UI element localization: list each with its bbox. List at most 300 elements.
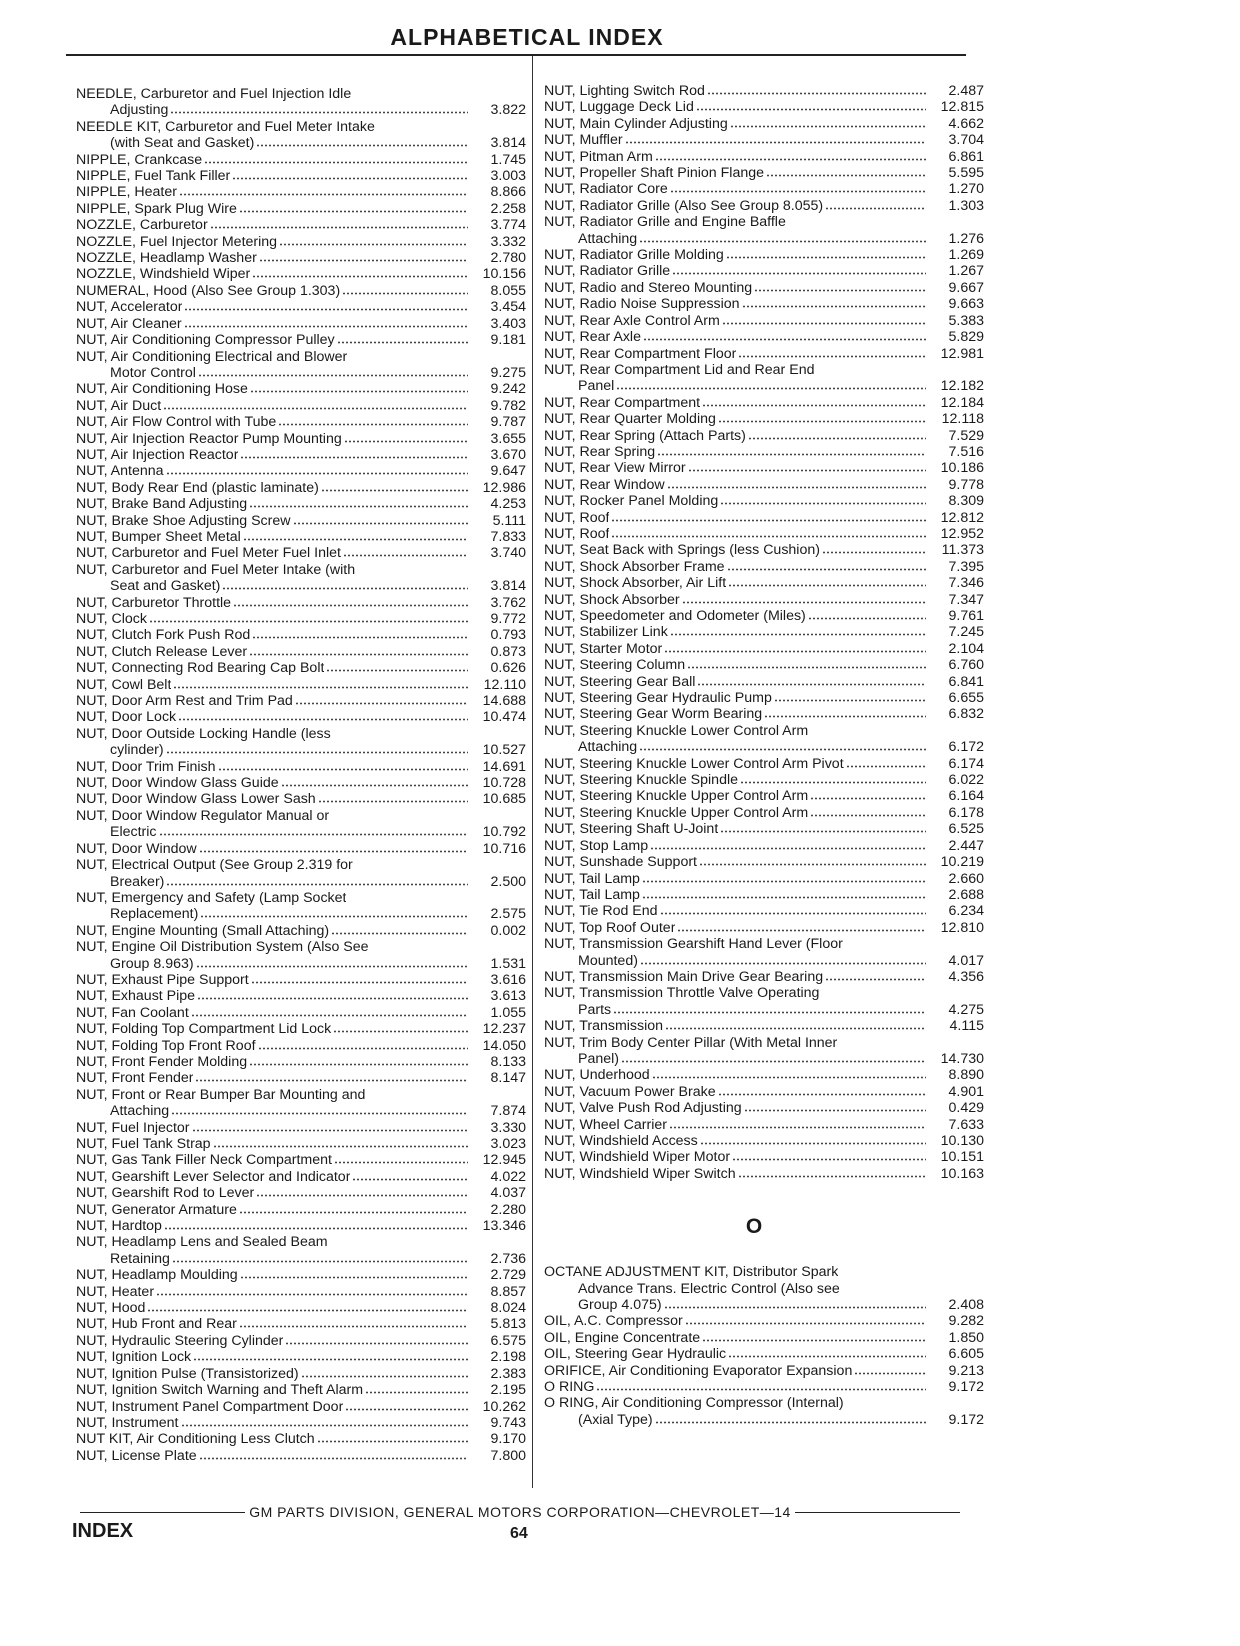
entry-term: NUT, Lighting Switch Rod xyxy=(544,83,705,99)
index-entry xyxy=(76,1316,526,1332)
entry-term: NUT, Luggage Deck Lid xyxy=(544,99,694,116)
dot-leader xyxy=(173,678,468,689)
index-entry xyxy=(76,1448,526,1464)
section-spacer xyxy=(544,1182,984,1198)
entry-group-number: 10.527 xyxy=(482,742,526,759)
index-entry xyxy=(544,280,984,296)
index-entry xyxy=(544,608,984,624)
entry-term: NUT, Rear Compartment Lid and Rear End xyxy=(544,361,815,378)
entry-term: NUT, Steering Knuckle Spindle xyxy=(544,772,738,789)
entry-term: NUT, Air Cleaner xyxy=(76,315,182,332)
entry-term: NUT, Electrical Output (See Group 2.319 for xyxy=(76,857,353,874)
index-entry xyxy=(76,923,526,939)
dot-leader xyxy=(664,1298,926,1309)
entry-term: NUT, Steering Gear Worm Bearing xyxy=(544,706,763,723)
entry-term: NUT, Engine Oil Distribution System (Also See xyxy=(76,939,369,956)
dot-leader xyxy=(728,576,926,587)
dot-leader xyxy=(249,497,468,508)
entry-term-continued: Adjusting xyxy=(110,102,169,119)
index-entry xyxy=(76,398,526,414)
entry-group-number: 3.814 xyxy=(490,578,526,595)
entry-group-number: 14.730 xyxy=(940,1050,984,1067)
entry-term: NUT KIT, Air Conditioning Less Clutch xyxy=(76,1431,315,1448)
entry-group-number: 3.814 xyxy=(490,135,526,152)
dot-leader xyxy=(179,185,468,196)
entry-group-number: 8.866 xyxy=(490,184,526,201)
entry-term: NUT, Door Window Glass Guide xyxy=(76,775,279,792)
entry-term: NUT, Propeller Shaft Pinion Flange xyxy=(544,165,765,182)
entry-group-number: 3.403 xyxy=(490,315,526,332)
dot-leader xyxy=(697,675,926,686)
dot-leader xyxy=(611,527,926,538)
entry-group-number: 10.156 xyxy=(482,266,526,283)
dot-leader xyxy=(700,1134,926,1145)
dot-leader xyxy=(742,297,926,308)
index-entry xyxy=(544,772,984,788)
index-entry xyxy=(544,936,984,969)
entry-term: NUT, Windshield Wiper Switch xyxy=(544,1165,736,1182)
dot-leader xyxy=(149,612,468,623)
dot-leader xyxy=(195,1071,468,1082)
entry-term-continued: Mounted) xyxy=(578,952,638,969)
index-entry xyxy=(76,644,526,660)
entry-group-number: 0.793 xyxy=(490,627,526,644)
dot-leader xyxy=(655,1413,926,1424)
entry-term: NUT, Transmission Gearshift Hand Lever (Floor xyxy=(544,936,843,953)
entry-term: NUT, Steering Knuckle Upper Control Arm xyxy=(544,788,809,805)
index-entry xyxy=(76,562,526,595)
entry-group-number: 0.873 xyxy=(490,643,526,660)
index-entry xyxy=(76,726,526,759)
entry-term: NUT, Front Fender xyxy=(76,1070,194,1087)
entry-term: NUT, Speedometer and Odometer (Miles) xyxy=(544,608,806,624)
index-entry xyxy=(544,805,984,821)
entry-term: NUT, Windshield Wiper Motor xyxy=(544,1149,731,1166)
index-entry xyxy=(76,184,526,200)
dot-leader xyxy=(640,954,926,965)
index-entry xyxy=(544,723,984,756)
entry-group-number: 6.164 xyxy=(948,788,984,805)
dot-leader xyxy=(664,642,926,653)
entry-group-number: 1.270 xyxy=(948,181,984,198)
index-entry xyxy=(76,1284,526,1300)
dot-leader xyxy=(727,560,926,571)
entry-term: NUT, Pitman Arm xyxy=(544,148,653,165)
entry-group-number: 9.787 xyxy=(490,414,526,431)
index-entry xyxy=(76,480,526,496)
entry-group-number: 3.704 xyxy=(948,132,984,149)
dot-leader xyxy=(331,924,468,935)
entry-group-number: 10.151 xyxy=(940,1149,984,1166)
entry-term-continued: Attaching xyxy=(578,739,638,756)
entry-term: NUT, Air Injection Reactor Pump Mounting xyxy=(76,430,342,447)
entry-group-number: 1.267 xyxy=(948,263,984,280)
entry-term: NOZZLE, Carburetor xyxy=(76,217,208,234)
entry-group-number: 3.454 xyxy=(490,299,526,316)
entry-group-number: 4.115 xyxy=(949,1018,984,1035)
entry-term-continued: Attaching xyxy=(110,1103,170,1120)
dot-leader xyxy=(192,1121,468,1132)
entry-group-number: 6.832 xyxy=(948,706,984,723)
entry-term: NUT, Fuel Tank Strap xyxy=(76,1136,211,1152)
index-entry xyxy=(76,1038,526,1054)
entry-term: NUT, Radiator Grille Molding xyxy=(544,247,724,264)
dot-leader xyxy=(337,333,468,344)
entry-term-continued: Parts xyxy=(578,1001,612,1018)
dot-leader xyxy=(344,432,468,443)
entry-term: NUT, Instrument xyxy=(76,1414,179,1431)
entry-group-number: 7.833 xyxy=(490,528,526,545)
dot-leader xyxy=(720,494,926,505)
entry-group-number: 7.800 xyxy=(490,1447,526,1464)
dot-leader xyxy=(200,907,468,918)
dot-leader xyxy=(334,1153,468,1164)
entry-group-number: 7.633 xyxy=(948,1116,984,1133)
dot-leader xyxy=(352,1170,468,1181)
entry-group-number: 12.945 xyxy=(482,1152,526,1169)
index-entry xyxy=(544,559,984,575)
entry-term: NUT, Connecting Rod Bearing Cap Bolt xyxy=(76,660,325,677)
entry-group-number: 8.147 xyxy=(490,1070,526,1087)
index-entry xyxy=(76,1382,526,1398)
entry-group-number: 2.447 xyxy=(948,837,984,854)
index-entry xyxy=(76,1087,526,1120)
index-entry xyxy=(76,890,526,923)
index-entry xyxy=(544,181,984,197)
entry-group-number: 5.111 xyxy=(492,512,526,529)
entry-group-number: 10.186 xyxy=(940,460,984,477)
index-entry xyxy=(76,759,526,775)
entry-term: NUT, Air Conditioning Hose xyxy=(76,381,248,398)
entry-group-number: 4.356 xyxy=(948,968,984,985)
entry-term: NOZZLE, Headlamp Washer xyxy=(76,250,257,267)
entry-group-number: 12.110 xyxy=(483,676,526,693)
entry-group-number: 8.309 xyxy=(948,493,984,510)
entry-term-continued: Electric xyxy=(110,824,157,841)
dot-leader xyxy=(621,1052,926,1063)
entry-group-number: 13.346 xyxy=(482,1218,526,1235)
entry-group-number: 3.762 xyxy=(490,594,526,611)
index-entry xyxy=(544,1117,984,1133)
dot-leader xyxy=(163,399,468,410)
dot-leader xyxy=(660,904,926,915)
index-entry xyxy=(76,545,526,561)
index-entry xyxy=(76,529,526,545)
index-entry xyxy=(544,756,984,772)
entry-term: NUT, Rear Window xyxy=(544,476,665,493)
index-entry xyxy=(76,266,526,282)
dot-leader xyxy=(252,628,468,639)
entry-group-number: 8.857 xyxy=(490,1283,526,1300)
index-entry xyxy=(544,1018,984,1034)
entry-term-continued: Motor Control xyxy=(110,364,196,381)
index-entry xyxy=(544,247,984,263)
entry-term: NUT, Steering Knuckle Upper Control Arm xyxy=(544,804,809,821)
dot-leader xyxy=(657,445,926,456)
dot-leader xyxy=(326,661,468,672)
index-entry xyxy=(544,149,984,165)
dot-leader xyxy=(285,1334,468,1345)
entry-term: NUT, Rear Axle Control Arm xyxy=(544,312,720,329)
entry-group-number: 6.022 xyxy=(948,772,984,789)
entry-group-number: 3.670 xyxy=(490,446,526,463)
index-entry xyxy=(76,1054,526,1070)
dot-leader xyxy=(744,1101,926,1112)
index-entry xyxy=(544,1346,984,1362)
column-divider xyxy=(532,56,533,1488)
entry-group-number: 7.347 xyxy=(948,591,984,608)
entry-group-number: 11.373 xyxy=(941,542,984,559)
entry-term: NUT, Clock xyxy=(76,611,147,627)
entry-group-number: 3.003 xyxy=(490,168,526,185)
entry-group-number: 1.055 xyxy=(490,1004,526,1021)
entry-group-number: 3.822 xyxy=(490,102,526,119)
index-entry xyxy=(544,674,984,690)
entry-term-continued: (Axial Type) xyxy=(578,1411,653,1428)
dot-leader xyxy=(810,806,926,817)
dot-leader xyxy=(345,1400,468,1411)
dot-leader xyxy=(178,710,468,721)
entry-group-number: 1.850 xyxy=(948,1329,984,1346)
entry-term: NUT, Carburetor Throttle xyxy=(76,594,232,611)
index-entry xyxy=(76,1202,526,1218)
dot-leader xyxy=(321,481,468,492)
dot-leader xyxy=(204,153,468,164)
entry-group-number: 6.841 xyxy=(948,673,984,690)
dot-leader xyxy=(688,461,926,472)
entry-group-number: 12.981 xyxy=(940,345,984,362)
entry-term: NUT, Brake Band Adjusting xyxy=(76,496,248,513)
entry-term: NUT, Door Window Regulator Manual or xyxy=(76,807,330,824)
entry-term: OIL, Steering Gear Hydraulic xyxy=(544,1346,727,1363)
dot-leader xyxy=(147,1301,468,1312)
dot-leader xyxy=(740,773,926,784)
index-entry xyxy=(76,1349,526,1365)
entry-group-number: 9.663 xyxy=(948,296,984,313)
dot-leader xyxy=(233,596,468,607)
index-entry xyxy=(544,1166,984,1182)
entry-term: NUT, Clutch Fork Push Rod xyxy=(76,627,251,644)
dot-leader xyxy=(696,100,926,111)
index-entry xyxy=(76,283,526,299)
entry-term: NUT, Tail Lamp xyxy=(544,870,640,887)
index-entry xyxy=(544,821,984,837)
dot-leader xyxy=(642,888,926,899)
index-entry xyxy=(76,660,526,676)
index-entry xyxy=(76,972,526,988)
entry-term: NUT, Rocker Panel Molding xyxy=(544,493,719,510)
entry-term: NUT, Heater xyxy=(76,1283,155,1300)
dot-leader xyxy=(726,248,926,259)
footer-rule-left xyxy=(80,1512,245,1513)
dot-leader xyxy=(213,1137,468,1148)
dot-leader xyxy=(808,609,926,620)
index-entry xyxy=(76,775,526,791)
entry-term: NUT, Headlamp Lens and Sealed Beam xyxy=(76,1234,328,1251)
entry-term: NUT, Hood xyxy=(76,1300,146,1317)
entry-group-number: 6.575 xyxy=(490,1332,526,1349)
dot-leader xyxy=(677,921,926,932)
index-entry xyxy=(544,1330,984,1346)
entry-group-number: 2.780 xyxy=(490,250,526,267)
index-entry xyxy=(76,595,526,611)
entry-term: NUT, Air Duct xyxy=(76,397,162,414)
dot-leader xyxy=(239,1317,468,1328)
dot-leader xyxy=(196,957,468,968)
dot-leader xyxy=(596,1380,926,1391)
index-entry xyxy=(544,263,984,279)
entry-term: NUT, Air Conditioning Electrical and Blower xyxy=(76,348,348,365)
dot-leader xyxy=(198,366,468,377)
index-entry xyxy=(544,444,984,460)
entry-group-number: 9.667 xyxy=(948,279,984,296)
entry-group-number: 9.743 xyxy=(490,1414,526,1431)
index-entry xyxy=(76,217,526,233)
entry-term: NUT, Air Flow Control with Tube xyxy=(76,414,277,431)
entry-group-number: 6.178 xyxy=(948,804,984,821)
dot-leader xyxy=(810,789,926,800)
dot-leader xyxy=(667,478,926,489)
dot-leader xyxy=(728,1347,926,1358)
index-entry xyxy=(76,201,526,217)
entry-term: NUT, Body Rear End (plastic laminate) xyxy=(76,479,319,496)
entry-group-number: 2.195 xyxy=(490,1382,526,1399)
index-entry xyxy=(76,611,526,627)
index-entry xyxy=(76,1005,526,1021)
dot-leader xyxy=(650,839,926,850)
dot-leader xyxy=(766,166,926,177)
entry-group-number: 1.303 xyxy=(948,197,984,214)
entry-term: NIPPLE, Heater xyxy=(76,184,177,201)
left-index-column xyxy=(76,86,526,1464)
entry-term: NUT, Top Roof Outer xyxy=(544,919,676,936)
entry-group-number: 3.740 xyxy=(490,545,526,562)
entry-group-number: 2.198 xyxy=(490,1349,526,1366)
entry-group-number: 2.660 xyxy=(948,870,984,887)
entry-term: NUT, Transmission Main Drive Gear Bearing xyxy=(544,968,824,985)
dot-leader xyxy=(611,511,926,522)
dot-leader xyxy=(210,218,468,229)
dot-leader xyxy=(191,1006,468,1017)
entry-term: NUT, Transmission Throttle Valve Operating xyxy=(544,985,820,1002)
dot-leader xyxy=(170,103,468,114)
index-entry xyxy=(544,477,984,493)
entry-term: OIL, Engine Concentrate xyxy=(544,1329,701,1346)
entry-term: NUT, Transmission xyxy=(544,1018,664,1035)
entry-group-number: 9.761 xyxy=(948,608,984,624)
dot-leader xyxy=(333,1022,468,1033)
dot-leader xyxy=(718,1085,926,1096)
entry-group-number: 8.890 xyxy=(948,1067,984,1084)
dot-leader xyxy=(616,379,926,390)
entry-group-number: 9.275 xyxy=(490,364,526,381)
entry-group-number: 12.986 xyxy=(482,479,526,496)
entry-term: NUT, Gearshift Lever Selector and Indicator xyxy=(76,1168,351,1185)
entry-term: NUT, Roof xyxy=(544,509,610,526)
entry-group-number: 2.383 xyxy=(490,1365,526,1382)
entry-term: NUT, Rear Quarter Molding xyxy=(544,411,716,428)
entry-term: NUT, Door Lock xyxy=(76,709,177,726)
dot-leader xyxy=(256,136,468,147)
entry-group-number: 10.474 xyxy=(482,709,526,726)
entry-term: NUT, Accelerator xyxy=(76,299,183,316)
index-entry xyxy=(76,381,526,397)
index-entry xyxy=(76,447,526,463)
index-entry xyxy=(544,542,984,558)
dot-leader xyxy=(199,842,468,853)
dot-leader xyxy=(166,875,468,886)
index-entry xyxy=(544,493,984,509)
index-entry xyxy=(76,1070,526,1086)
index-entry xyxy=(76,168,526,184)
entry-term: NUT, Hub Front and Rear xyxy=(76,1316,237,1333)
entry-group-number: 3.023 xyxy=(490,1136,526,1152)
entry-term: NUT, Gas Tank Filler Neck Compartment xyxy=(76,1152,332,1169)
entry-group-number: 5.829 xyxy=(948,329,984,346)
index-entry xyxy=(76,513,526,529)
entry-term: NUT, Door Trim Finish xyxy=(76,758,216,775)
dot-leader xyxy=(846,757,926,768)
entry-group-number: 10.219 xyxy=(940,854,984,871)
entry-term: NUT, Windshield Access xyxy=(544,1133,698,1149)
dot-leader xyxy=(240,1268,468,1279)
entry-group-number: 8.055 xyxy=(490,282,526,299)
index-entry xyxy=(76,1120,526,1136)
entry-term-continued: Panel) xyxy=(578,1050,620,1067)
index-entry xyxy=(76,463,526,479)
dot-leader xyxy=(625,133,926,144)
entry-term: NUT, Rear View Mirror xyxy=(544,460,686,477)
entry-group-number: 10.728 xyxy=(482,775,526,792)
entry-group-number: 12.810 xyxy=(940,919,984,936)
entry-term: O RING, Air Conditioning Compressor (Internal) xyxy=(544,1395,844,1412)
dot-leader xyxy=(738,1167,926,1178)
dot-leader xyxy=(672,264,926,275)
entry-term: NUT, Door Outside Locking Handle (less xyxy=(76,725,331,742)
index-entry xyxy=(544,920,984,936)
index-entry xyxy=(544,788,984,804)
entry-group-number: 6.605 xyxy=(948,1346,984,1363)
index-entry xyxy=(544,1379,984,1395)
footer-line xyxy=(80,1504,960,1520)
index-entry xyxy=(544,165,984,181)
index-entry xyxy=(544,1035,984,1068)
dot-leader xyxy=(250,382,468,393)
index-entry xyxy=(544,296,984,312)
entry-term: NUT, Gearshift Rod to Lever xyxy=(76,1185,255,1202)
entry-group-number: 4.275 xyxy=(948,1001,984,1018)
entry-group-number: 6.525 xyxy=(948,821,984,838)
dot-leader xyxy=(256,1186,468,1197)
index-entry xyxy=(76,250,526,266)
entry-group-number: 12.815 xyxy=(940,99,984,116)
entry-group-number: 9.782 xyxy=(490,397,526,414)
entry-term-continued: Panel xyxy=(578,378,615,395)
dot-leader xyxy=(722,314,926,325)
dot-leader xyxy=(293,514,469,525)
entry-term: NUT, Ignition Switch Warning and Theft Alarm xyxy=(76,1382,364,1399)
entry-term: NUT, Sunshade Support xyxy=(544,854,697,871)
dot-leader xyxy=(251,973,468,984)
entry-term: NUMERAL, Hood (Also See Group 1.303) xyxy=(76,282,341,299)
entry-term: NUT, Radiator Grille and Engine Baffle xyxy=(544,214,786,231)
entry-term: NUT, Air Injection Reactor xyxy=(76,446,239,463)
entry-term: NEEDLE KIT, Carburetor and Fuel Meter Intake xyxy=(76,118,375,135)
entry-term: NUT, Trim Body Center Pillar (With Metal Inner xyxy=(544,1034,838,1051)
entry-term: NUT, Vacuum Power Brake xyxy=(544,1083,716,1100)
entry-term: NUT, Fan Coolant xyxy=(76,1004,189,1021)
index-entry xyxy=(76,709,526,725)
